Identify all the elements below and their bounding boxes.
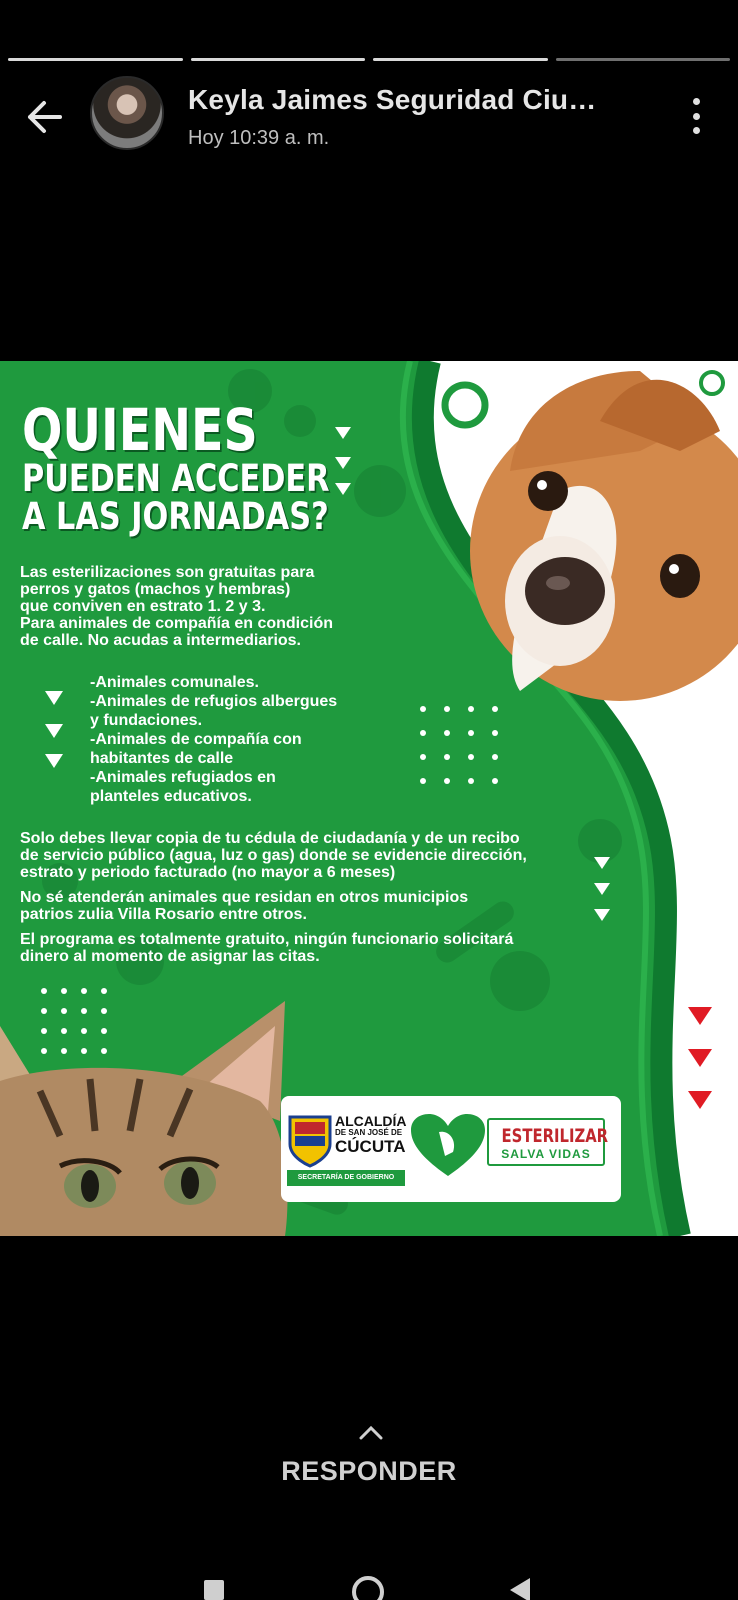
progress-segment <box>556 58 731 61</box>
secretaria-label: SECRETARÍA DE GOBIERNO <box>287 1170 405 1186</box>
text-line: Solo debes llevar copia de tu cédula de ciudadanía y de un recibo <box>20 830 520 847</box>
eligible-animals-list <box>90 673 420 806</box>
title-line: PUEDEN ACCEDER <box>22 457 330 501</box>
post-time: Hoy 10:39 a. m. <box>188 127 330 149</box>
list-item: -Animales de compañía con <box>90 731 302 748</box>
back-triangle-icon[interactable] <box>510 1578 530 1600</box>
text-line: de servicio público (agua, luz o gas) donde se evidencie dirección, <box>20 847 527 864</box>
text-line: patrios zulia Villa Rosario entre otros. <box>20 906 307 923</box>
poster-title <box>22 396 330 538</box>
text-line: perros y gatos (machos y hembras) <box>20 581 291 598</box>
logo-text: SALVA VIDAS <box>501 1147 591 1161</box>
title-line: QUIENES <box>22 396 258 464</box>
list-item: -Animales refugiados en <box>90 769 276 786</box>
city-shield-icon <box>287 1114 333 1168</box>
list-item: habitantes de calle <box>90 750 234 767</box>
text-line: Las esterilizaciones son gratuitas para <box>20 564 315 581</box>
restriction-paragraph <box>20 889 640 923</box>
home-icon[interactable] <box>352 1576 384 1600</box>
contact-name[interactable]: Keyla Jaimes Seguridad Ciu… <box>188 84 597 115</box>
requirements-block <box>20 830 640 973</box>
more-options-button[interactable] <box>684 96 708 136</box>
text-line: de calle. No acudas a intermediarios. <box>20 632 301 649</box>
status-image[interactable] <box>0 361 738 1236</box>
logo-text: CÚCUTA <box>335 1137 406 1156</box>
alcaldia-logo-text <box>335 1114 407 1155</box>
heart-pet-icon <box>409 1112 487 1180</box>
progress-segment <box>373 58 548 61</box>
avatar[interactable] <box>90 76 164 150</box>
reply-button[interactable]: RESPONDER <box>281 1456 457 1486</box>
cat-illustration <box>0 1001 287 1236</box>
list-item: -Animales comunales. <box>90 674 259 691</box>
logo-text: ALCALDÍA <box>335 1113 407 1129</box>
sponsor-logos <box>281 1096 621 1202</box>
logo-text: ESTERILIZAR <box>501 1125 609 1147</box>
requirements-paragraph <box>20 830 640 881</box>
title-line: A LAS JORNADAS? <box>22 494 329 538</box>
intro-paragraph <box>20 564 440 649</box>
text-line: No sé atenderán animales que residan en otros municipios <box>20 889 469 906</box>
arrow-left-icon <box>24 99 64 135</box>
recents-icon[interactable] <box>204 1580 224 1600</box>
text-line: El programa es totalmente gratuito, ningún funcionario solicitará <box>20 931 514 948</box>
text-line: dinero al momento de asignar las citas. <box>20 948 320 965</box>
chevron-up-icon[interactable] <box>357 1422 385 1442</box>
free-note-paragraph <box>20 931 640 965</box>
list-item: y fundaciones. <box>90 712 203 729</box>
system-nav-bar <box>0 1572 738 1600</box>
back-button[interactable] <box>22 95 66 139</box>
list-item: -Animales de refugios albergues <box>90 693 338 710</box>
esterilizar-logo <box>487 1118 609 1166</box>
dot-icon <box>693 127 700 134</box>
logo-text: DE SAN JOSÉ DE <box>335 1128 403 1137</box>
text-line: que conviven en estrato 1. 2 y 3. <box>20 598 266 615</box>
progress-segment <box>8 58 183 61</box>
text-line: Para animales de compañía en condición <box>20 615 333 632</box>
progress-segment <box>191 58 366 61</box>
dot-icon <box>693 98 700 105</box>
story-progress <box>8 58 730 61</box>
text-line: estrato y periodo facturado (no mayor a 6 meses) <box>20 864 396 881</box>
list-item: planteles educativos. <box>90 788 252 805</box>
dot-icon <box>693 113 700 120</box>
